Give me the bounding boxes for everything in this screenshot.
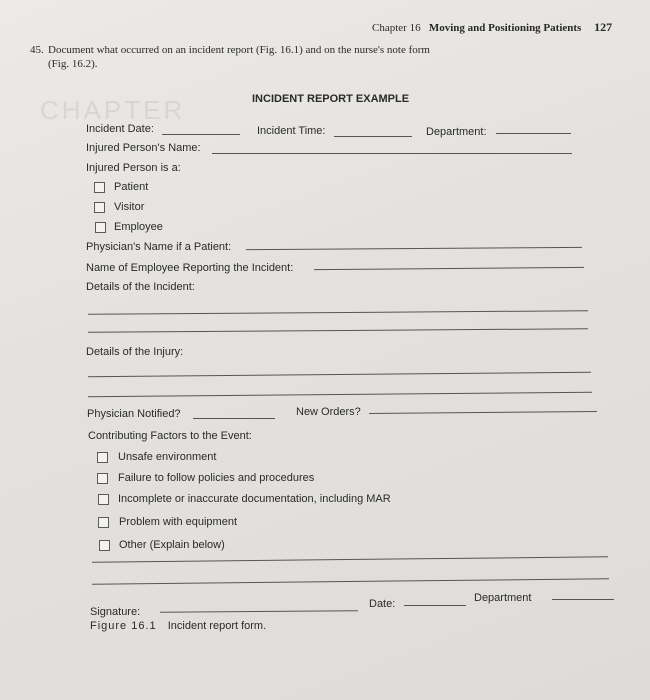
details-incident-line-2[interactable] [88,328,588,332]
documentation-checkbox[interactable] [98,494,109,505]
other-explain-line-2[interactable] [92,578,609,584]
incident-date-field[interactable] [162,134,240,135]
policy-failure-label: Failure to follow policies and procedures [118,472,315,484]
page-number: 127 [594,20,613,34]
signature-field[interactable] [160,610,358,612]
unsafe-environment-label: Unsafe environment [118,451,217,463]
incident-date-label: Incident Date: [86,123,154,135]
visitor-label: Visitor [114,201,145,213]
date-field[interactable] [404,605,466,606]
physician-name-field[interactable] [246,247,582,250]
incident-time-field[interactable] [334,136,412,137]
physician-notified-label: Physician Notified? [87,408,181,420]
chapter-label: Chapter 16 [372,22,421,34]
employee-label: Employee [114,221,163,233]
new-orders-field[interactable] [369,411,597,414]
contributing-factors-label: Contributing Factors to the Event: [88,430,252,442]
injured-name-field[interactable] [212,153,572,154]
employee-reporting-field[interactable] [314,267,584,270]
figure-label: Figure 16.1 [90,620,157,632]
other-explain-line-1[interactable] [92,556,608,562]
question [30,43,450,71]
injured-name-label: Injured Person's Name: [86,142,201,154]
details-injury-line-2[interactable] [88,392,592,397]
details-incident-label: Details of the Incident: [86,281,195,293]
physician-notified-field[interactable] [193,418,275,419]
figure-caption [90,620,266,632]
employee-checkbox[interactable] [95,222,106,233]
details-injury-label: Details of the Injury: [86,346,184,358]
signature-label: Signature: [90,606,141,618]
other-checkbox[interactable] [99,540,110,551]
employee-reporting-label: Name of Employee Reporting the Incident: [86,262,294,274]
figure-caption-text: Incident report form. [167,620,267,632]
new-orders-label: New Orders? [296,406,361,418]
date-label: Date: [369,598,396,610]
form-title: INCIDENT REPORT EXAMPLE [252,93,410,105]
question-number: 45. [30,44,44,56]
injured-is-label: Injured Person is a: [86,162,181,174]
visitor-checkbox[interactable] [94,202,105,213]
department-bottom-field[interactable] [552,599,614,600]
question-text: Document what occurred on an incident report (Fig. 16.1) and on the nurse's note form (Fig. 16.2). [48,44,430,70]
incident-time-label: Incident Time: [257,125,326,137]
details-injury-line-1[interactable] [88,372,591,377]
chapter-title: Moving and Positioning Patients [428,22,582,34]
page-header [372,20,612,35]
details-incident-line-1[interactable] [88,310,588,314]
equipment-problem-label: Problem with equipment [119,516,238,528]
department-bottom-label: Department [474,592,532,604]
other-label: Other (Explain below) [119,539,225,551]
department-field[interactable] [496,133,571,134]
unsafe-environment-checkbox[interactable] [97,452,108,463]
physician-name-label: Physician's Name if a Patient: [86,241,232,253]
patient-checkbox[interactable] [94,182,105,193]
documentation-label: Incomplete or inaccurate documentation, including MAR [118,493,391,505]
department-label: Department: [426,126,487,138]
patient-label: Patient [114,181,149,193]
bleedthrough-text: CHAPTER [40,95,186,125]
policy-failure-checkbox[interactable] [97,473,108,484]
equipment-problem-checkbox[interactable] [98,517,109,528]
